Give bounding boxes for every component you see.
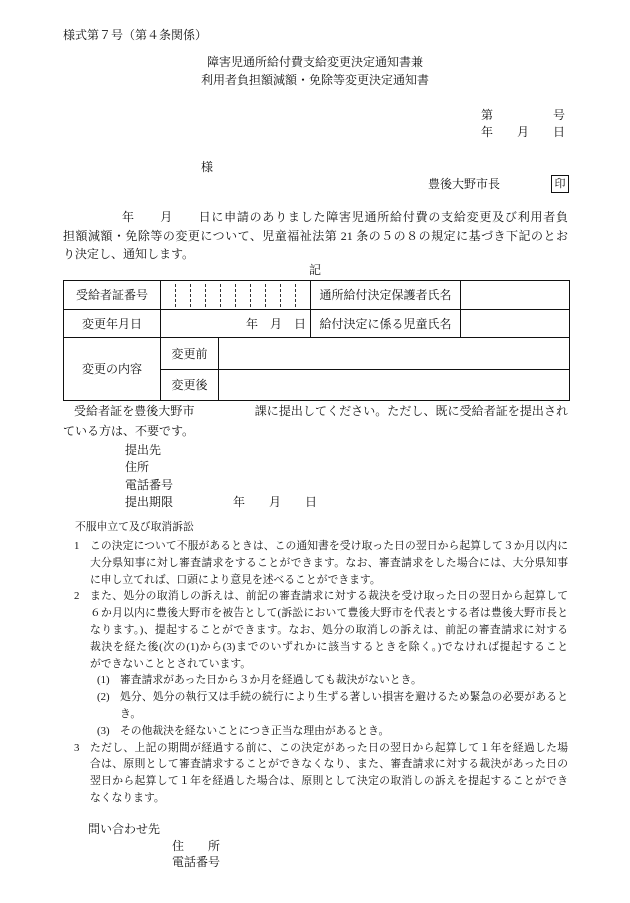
- recipient-honorific: 様: [201, 160, 214, 174]
- submission-phone-label: 電話番号: [125, 477, 174, 492]
- appeal-item-line: 翌日から起算して１年を経過した場合は、原則として決定の取消しの訴えを提起することができ: [90, 775, 568, 788]
- appeal-item: [63, 740, 568, 807]
- after-change-value-cell: [219, 370, 570, 401]
- appeal-item-line: に申し立てれば、口頭により意見を述べることができます。: [90, 573, 381, 586]
- appeal-subitem-number: (1): [97, 674, 110, 687]
- appeal-subitem: [90, 723, 568, 740]
- notice-body-line: り決定し、通知します。: [63, 247, 195, 261]
- submission-deadline-label: 提出期限 年 月 日: [125, 494, 318, 509]
- appeal-item-number: 1: [74, 540, 80, 552]
- appeal-item-line: また、処分の取消しの訴えは、前記の審査請求に対する裁決を受け取った日の翌日から起算して: [90, 590, 568, 603]
- appeal-item-line: なります。)、提起することができます。なお、処分の取消しの訴えは、前記の審査請求に対する: [90, 623, 568, 636]
- digit-cell: [205, 284, 220, 307]
- cert-number-digit-cells: [161, 281, 311, 310]
- issuer-name: 豊後大野市長: [428, 177, 501, 191]
- child-name-label: 給付決定に係る児童氏名: [311, 310, 461, 338]
- digit-cell: [235, 284, 250, 307]
- appeal-subitem-line: 審査請求があった日から３か月を経過しても裁決がないとき。: [120, 674, 422, 687]
- appeal-item-number: 3: [74, 741, 80, 754]
- digit-cell: [295, 284, 310, 307]
- before-change-value-cell: [219, 338, 570, 370]
- submission-line: 受給者証を豊後大野市 課に提出してください。ただし、既に受給者証を提出され: [74, 404, 568, 418]
- submission-instructions: [63, 402, 568, 441]
- child-name-value-cell: [461, 310, 570, 338]
- appeal-list: [63, 538, 568, 807]
- appeal-subitem-number: (2): [97, 691, 110, 704]
- appeal-subitem-line: その他裁決を経ないことにつき正当な理由があるとき。: [120, 724, 390, 737]
- appeal-item-line: 大分県知事に対し審査請求をすることができます。なお、審査請求をした場合には、大分県知事: [90, 556, 568, 569]
- cert-number-label: 受給者証番号: [64, 281, 161, 310]
- appeal-item-number: 2: [74, 590, 80, 603]
- submission-line: ている方は、不要です。: [63, 423, 195, 438]
- digit-cell: [220, 284, 235, 307]
- appeal-subitem: [90, 689, 568, 723]
- appeal-item-line: この決定について不服があるときは、この通知書を受け取った日の翌日から起算して３か月以内に: [90, 540, 568, 552]
- change-content-label: 変更の内容: [64, 338, 161, 401]
- appeal-subitem-line: き。: [120, 707, 142, 720]
- appeal-item-line: 裁決を経た後(次の(1)から(3)までのいずれかに該当するときを除く。)でなければ提起すること: [90, 640, 568, 653]
- appeal-subitem: [90, 672, 568, 689]
- submission-destination-label: 提出先: [125, 443, 162, 457]
- inquiry-heading: 問い合わせ先: [88, 822, 161, 836]
- appeal-heading: 不服申立て及び取消訴訟: [75, 521, 194, 533]
- document-title-line-1: 障害児通所給付費支給変更決定通知書兼: [206, 55, 423, 69]
- digit-cell: [190, 284, 205, 307]
- appeal-item: [63, 538, 568, 588]
- appeal-item-line: ６か月以内に豊後大野市を被告として(訴訟において豊後大野市を代表とする者は豊後大野市長と: [90, 607, 568, 620]
- appeal-item-line: なくなります。: [90, 791, 165, 804]
- appeal-item-line: ただし、上記の期間が経過する前に、この決定があった日の翌日から起算して１年を経過した場: [90, 741, 568, 754]
- notice-body-line: 年 月 日に申請のありました障害児通所給付費の支給変更及び利用者負: [122, 210, 568, 224]
- change-date-value: 年 月 日: [161, 310, 311, 338]
- change-date-label: 変更年月日: [64, 310, 161, 338]
- inquiry-address-label: 住 所: [172, 839, 221, 853]
- document-date: 年 月 日: [481, 125, 566, 139]
- guardian-name-value-cell: [461, 281, 570, 310]
- seal-box: 印: [551, 175, 569, 193]
- appeal-item-line: 合は、原則として審査請求することができなくなり、また、審査請求に対する裁決があった日の: [90, 758, 568, 771]
- document-title: [0, 53, 630, 89]
- form-number: 様式第７号（第４条関係）: [63, 28, 208, 42]
- document-number: 第 号: [481, 108, 566, 122]
- after-change-label: 変更後: [161, 370, 219, 401]
- before-change-label: 変更前: [161, 338, 219, 370]
- appeal-item: [63, 588, 568, 739]
- appeal-subitem-number: (3): [97, 724, 110, 737]
- inquiry-phone-label: 電話番号: [172, 855, 221, 869]
- decision-table: [63, 280, 570, 401]
- document-title-line-2: 利用者負担額減額・免除等変更決定通知書: [200, 73, 429, 87]
- submission-fields: [125, 442, 317, 511]
- notice-body: [63, 208, 568, 264]
- notice-body-line: 担額減額・免除等の変更について、児童福祉法第 21 条の５の８の規定に基づき下記のとお: [63, 228, 568, 243]
- guardian-name-label: 通所給付決定保護者氏名: [311, 281, 461, 310]
- digit-cell: [280, 284, 295, 307]
- digit-cell: [161, 284, 175, 307]
- digit-cell: [175, 284, 190, 307]
- digit-cell: [265, 284, 280, 307]
- appeal-item-line: ができないこととされています。: [90, 657, 252, 670]
- digit-cell: [250, 284, 265, 307]
- submission-address-label: 住所: [125, 460, 150, 475]
- appeal-subitem-line: 処分、処分の執行又は手続の続行により生ずる著しい損害を避けるため緊急の必要があると: [120, 691, 568, 704]
- ki-heading: 記: [308, 263, 321, 277]
